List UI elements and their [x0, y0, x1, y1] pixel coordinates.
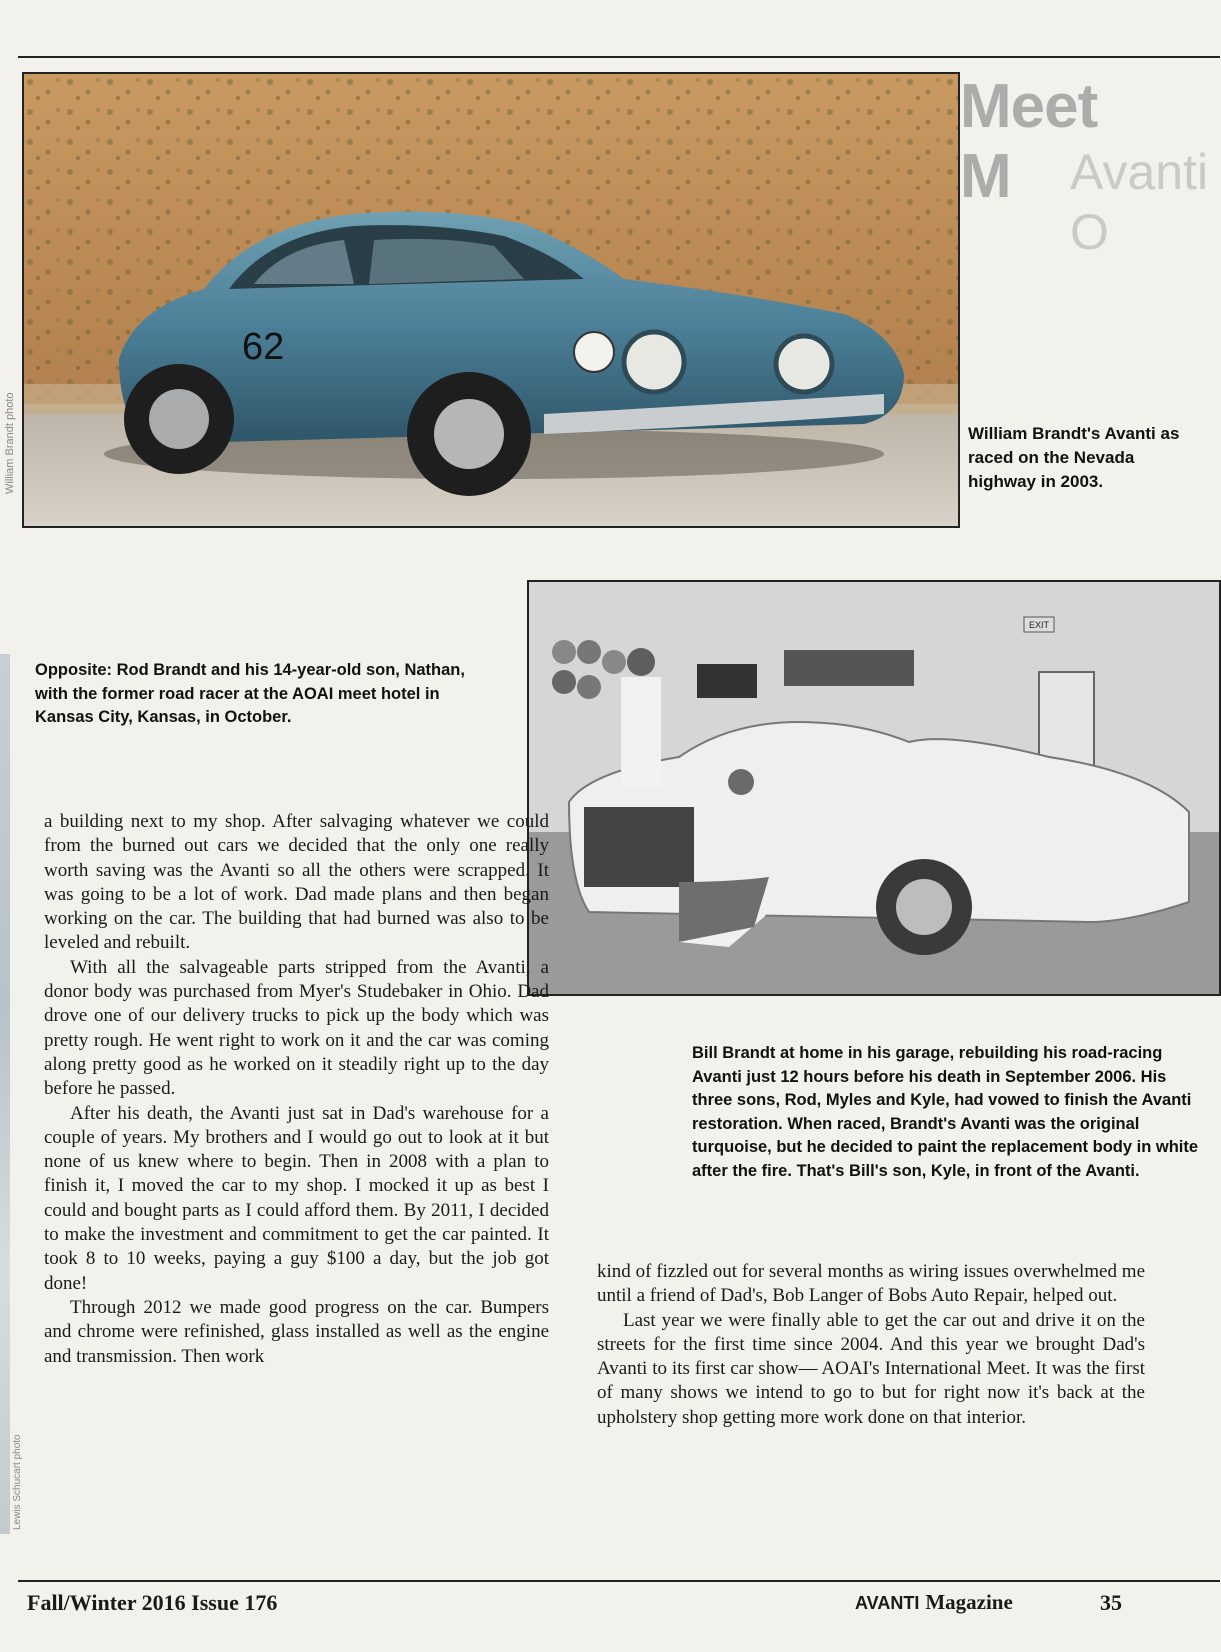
- article-column-1: [44, 810, 549, 1369]
- magazine-brand: AVANTI: [855, 1593, 920, 1613]
- photo1-credit: William Brandt photo: [4, 392, 16, 494]
- car-number: 62: [242, 326, 285, 368]
- issue-info: Fall/Winter 2016 Issue 176: [27, 1590, 278, 1615]
- opposite-photo-caption: Opposite: Rod Brandt and his 14-year-old son, Nathan, with the former road racer at the AOAI meet hotel in Kansas City, Kansas, in October.: [35, 661, 465, 726]
- paragraph: After his death, the Avanti just sat in Dad's warehouse for a couple of years. My brothers and I would go out to look at it but none of us knew where to begin. Then in 2008 with a plan to finish it, I moved the car to my shop. I mocked it up as best I could and bought parts as I could afford them. By 2011, I decided to make the investment and commitment to get the car painted. It took 8 to 10 weeks, paying a guy $100 a day, but the job got done!: [44, 1102, 549, 1294]
- garage-photo: [527, 580, 1221, 996]
- side-photo-credit: Lewis Schucart photo: [12, 1434, 23, 1530]
- magazine-word: Magazine: [925, 1590, 1013, 1614]
- bottom-rule: [18, 1580, 1220, 1582]
- photo1-caption: William Brandt's Avanti as raced on the Nevada highway in 2003.: [968, 424, 1180, 491]
- top-rule: [18, 56, 1220, 58]
- opposite-page-subtitle-fragment: Avanti O: [1070, 144, 1209, 260]
- paragraph: Through 2012 we made good progress on the car. Bumpers and chrome were refinished, glass installed as well as the engine and transmission. Then work: [44, 1296, 549, 1367]
- opposite-page-edge: [0, 654, 10, 1534]
- article-column-2: [597, 1260, 1145, 1430]
- paragraph: a building next to my shop. After salvaging whatever we could from the burned out cars we decided that the only one really worth saving was the Avanti so all the others were scrapped. It was going to be a lot of work. Dad made plans and then began working on the car. The building that had burned was also to be leveled and rebuilt.: [44, 811, 549, 954]
- paragraph: With all the salvageable parts stripped from the Avanti, a donor body was purchased from Myer's Studebaker in Ohio. Dad drove one of our delivery trucks to pick up the body which was pretty rough. He went right to work on it and the car was coming along pretty good as he worked on it steadily right up to the day before he passed.: [44, 956, 549, 1100]
- exit-sign: EXIT: [1028, 620, 1050, 630]
- race-car-photo: [22, 72, 960, 528]
- paragraph: Last year we were finally able to get the car out and drive it on the streets for the first time since 2004. And this year we brought Dad's Avanti to its first car show— AOAI's International Meet. It was the first of many shows we intend to go to but for right now it's back at the upholstery shop getting more work done on that interior.: [597, 1309, 1145, 1428]
- paragraph: kind of fizzled out for several months as wiring issues overwhelmed me until a friend of Dad's, Bob Langer of Bobs Auto Repair, helped out.: [597, 1261, 1145, 1307]
- page-number: 35: [1100, 1590, 1122, 1615]
- photo2-caption: Bill Brandt at home in his garage, rebuilding his road-racing Avanti just 12 hours before his death in September 2006. His three sons, Rod, Myles and Kyle, had vowed to finish the Avanti restoration. When raced, Brandt's Avanti was the original turquoise, but he decided to paint the replacement body in white after the fire. That's Bill's son, Kyle, in front of the Avanti.: [692, 1044, 1199, 1180]
- opposite-page-title-fragment: Meet M: [960, 72, 1098, 211]
- magazine-name: [855, 1590, 1013, 1615]
